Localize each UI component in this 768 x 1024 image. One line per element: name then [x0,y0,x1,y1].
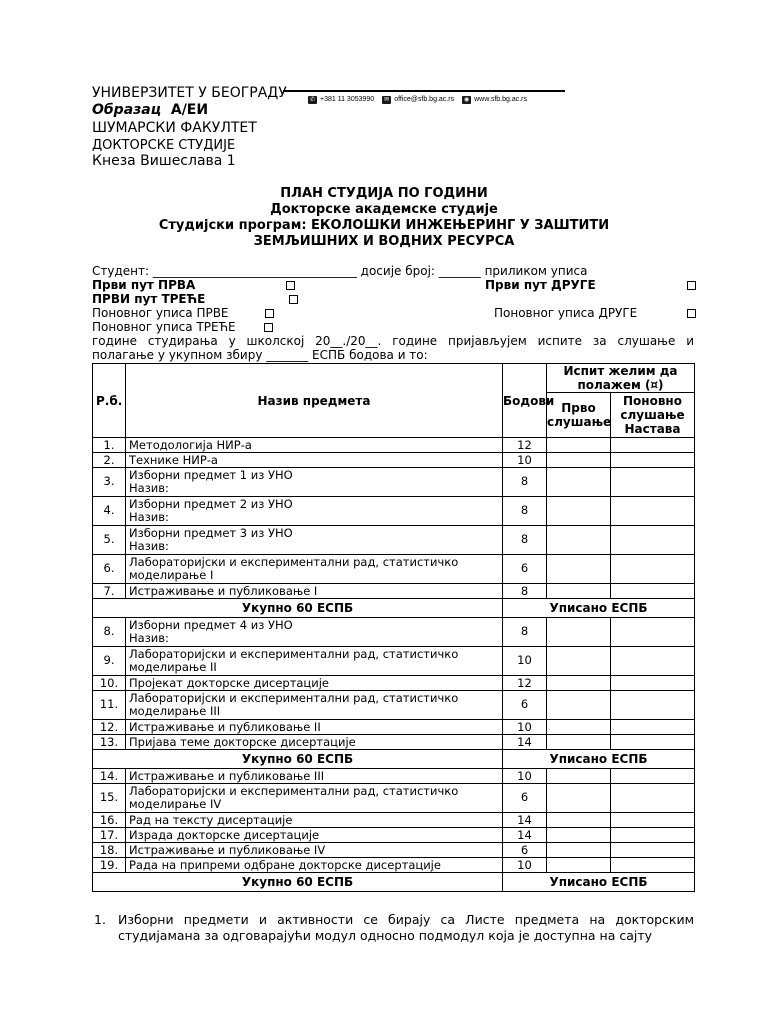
repeat-listen-cell[interactable] [611,526,695,555]
first-listen-cell[interactable] [547,438,611,453]
row-number: 12. [93,720,126,735]
re-first-checkbox[interactable] [265,309,274,318]
subject-name [126,526,503,555]
subject-title: Израда докторске дисертације [129,828,320,842]
first-listen-cell[interactable] [547,647,611,676]
enrolled-label: Уписано ЕСПБ [503,599,695,618]
row-points: 12 [503,438,547,453]
table-row [93,720,695,735]
subject-subtitle: Назив: [129,510,169,524]
student-line: Студент: __________________________________ досије број: _______ приликом уписа [92,264,588,278]
subject-title: Рад на тексту дисертације [129,813,293,827]
subject-name [126,676,503,691]
subject-subtitle: моделирање I [129,568,214,582]
row-number: 16. [93,813,126,828]
table-row [93,453,695,468]
subject-name [126,769,503,784]
col-rb: Р.б. [93,364,126,438]
repeat-listen-cell[interactable] [611,784,695,813]
row-number: 6. [93,555,126,584]
row-number: 18. [93,843,126,858]
row-number: 11. [93,691,126,720]
table-row [93,555,695,584]
table-row [93,584,695,599]
re-first: Поновног уписа ПРВЕ [92,306,229,320]
subject-name [126,453,503,468]
phone-icon: ✆ [309,97,316,103]
row-number: 3. [93,468,126,497]
subject-title: Лабораторијски и експериментални рад, статистичко [129,690,459,705]
program-title: Студијски програм: ЕКОЛОШКИ ИНЖЕЊЕРИНГ У ЗАШТИТИ [158,218,610,233]
row-points: 14 [503,813,547,828]
first-listen-cell[interactable] [547,813,611,828]
row-number: 4. [93,497,126,526]
section-total-row [93,873,695,892]
row-number: 13. [93,735,126,750]
row-points: 14 [503,828,547,843]
subject-subtitle: Назив: [129,539,169,553]
col-repeat: Поновно слушање Настава [611,393,695,438]
row-number: 19. [93,858,126,873]
subject-subtitle: Назив: [129,481,169,495]
subject-title: Лабораторијски и експериментални рад, статистичко [129,783,459,798]
row-points: 10 [503,647,547,676]
repeat-listen-cell[interactable] [611,813,695,828]
row-points: 14 [503,735,547,750]
repeat-listen-cell[interactable] [611,453,695,468]
plan-subtitle: Докторске академске студије [270,202,498,217]
subjects-table [92,363,695,892]
phone-contact: ✆ +381 11 3053990 [309,96,375,103]
subject-name [126,555,503,584]
row-number: 9. [93,647,126,676]
contact-bar [308,96,527,104]
row-number: 10. [93,676,126,691]
subject-name [126,497,503,526]
total-line: полагање у укупном збиру _______ ЕСПБ бодова и то: [92,348,428,362]
subject-title: Лабораторијски и експериментални рад, статистичко [129,554,459,569]
row-points: 8 [503,497,547,526]
subject-name [126,735,503,750]
first-first: Први пут ПРВА [92,278,196,292]
studies-label: ДОКТОРСКЕ СТУДИЈЕ [92,138,236,153]
subject-name [126,438,503,453]
row-points: 8 [503,526,547,555]
repeat-listen-cell[interactable] [611,735,695,750]
repeat-listen-cell[interactable] [611,584,695,599]
table-row [93,691,695,720]
row-points: 10 [503,858,547,873]
subject-name [126,584,503,599]
subject-name [126,691,503,720]
subject-name [126,858,503,873]
table-row [93,676,695,691]
table-row [93,735,695,750]
table-row [93,526,695,555]
first-third-checkbox[interactable] [289,295,298,304]
repeat-listen-cell[interactable] [611,647,695,676]
year-line: године студирања у школској 20__./20__. године пријављујем испите за слушање и [92,334,694,348]
subject-name [126,618,503,647]
table-row [93,618,695,647]
subject-title: Изборни предмет 3 из УНО [129,525,293,540]
total-label: Укупно 60 ЕСПБ [93,873,503,892]
form-code: Образац А/ЕИ [92,102,209,118]
subject-title: Истраживање и публиковање II [129,720,321,734]
subject-title: Лабораторијски и експериментални рад, статистичко [129,646,459,661]
repeat-listen-cell[interactable] [611,676,695,691]
subject-subtitle: Назив: [129,631,169,645]
first-listen-cell[interactable] [547,843,611,858]
repeat-listen-cell[interactable] [611,497,695,526]
first-listen-cell[interactable] [547,468,611,497]
address: Кнеза Вишеслава 1 [92,153,236,169]
re-second: Поновног уписа ДРУГЕ [494,306,638,320]
subject-title: Истраживање и публиковање I [129,584,318,598]
row-number: 1. [93,438,126,453]
subject-name [126,784,503,813]
subject-subtitle: моделирање III [129,704,221,718]
enrolled-label: Уписано ЕСПБ [503,873,695,892]
plan-title: ПЛАН СТУДИЈА ПО ГОДИНИ [280,186,488,201]
first-listen-cell[interactable] [547,526,611,555]
table-row [93,858,695,873]
section-total-row [93,599,695,618]
row-number: 14. [93,769,126,784]
first-third: ПРВИ пут ТРЕЋЕ [92,292,206,306]
subject-title: Изборни предмет 4 из УНО [129,617,293,632]
footnote: 1. Изборни предмети и активности се бирају са Листе предмета на докторским студијамана за одговарајући модул односно подмодул која је доступна на сајту [94,912,694,943]
first-listen-cell[interactable] [547,784,611,813]
first-listen-cell[interactable] [547,555,611,584]
repeat-listen-cell[interactable] [611,769,695,784]
email-contact: ✉ office@sfb.bg.ac.rs [384,96,455,103]
table-row [93,843,695,858]
table-row [93,647,695,676]
web-contact: ◉ www.sfb.bg.ac.rs [463,96,528,103]
subject-title: Пријава теме докторске дисертације [129,735,356,749]
first-listen-cell[interactable] [547,453,611,468]
table-row [93,468,695,497]
subject-name [126,720,503,735]
repeat-listen-cell[interactable] [611,858,695,873]
university-name: УНИВЕРЗИТЕТ У БЕОГРАДУ [92,85,287,101]
row-points: 6 [503,843,547,858]
repeat-listen-cell[interactable] [611,618,695,647]
row-number: 8. [93,618,126,647]
first-second: Први пут ДРУГЕ [485,278,596,292]
subject-title: Методологија НИР-а [129,438,252,452]
table-row [93,828,695,843]
row-number: 7. [93,584,126,599]
row-number: 5. [93,526,126,555]
subject-name [126,468,503,497]
repeat-listen-cell[interactable] [611,828,695,843]
repeat-listen-cell[interactable] [611,468,695,497]
row-number: 15. [93,784,126,813]
first-listen-cell[interactable] [547,858,611,873]
re-third-checkbox[interactable] [264,323,273,332]
first-first-checkbox[interactable] [286,281,295,290]
row-number: 17. [93,828,126,843]
first-listen-cell[interactable] [547,584,611,599]
row-points: 8 [503,468,547,497]
first-listen-cell[interactable] [547,828,611,843]
program-title-cont: ЗЕМЉИШНИХ И ВОДНИХ РЕСУРСА [253,234,515,249]
first-listen-cell[interactable] [547,676,611,691]
row-points: 8 [503,618,547,647]
col-exam: Испит желим да полажем (¤) [547,364,695,393]
re-third: Поновног уписа ТРЕЋЕ [92,320,236,334]
table-row [93,769,695,784]
row-points: 10 [503,453,547,468]
subject-subtitle: моделирање IV [129,797,222,811]
repeat-listen-cell[interactable] [611,438,695,453]
first-second-checkbox[interactable] [687,281,696,290]
section-total-row [93,750,695,769]
first-listen-cell[interactable] [547,769,611,784]
first-listen-cell[interactable] [547,691,611,720]
mail-icon: ✉ [384,97,390,103]
subject-title: Истраживање и публиковање IV [129,843,326,857]
subject-title: Технике НИР-а [129,453,218,467]
total-label: Укупно 60 ЕСПБ [93,599,503,618]
subject-name [126,647,503,676]
col-name: Назив предмета [126,364,503,438]
first-listen-cell[interactable] [547,618,611,647]
row-number: 2. [93,453,126,468]
row-points: 10 [503,769,547,784]
subject-title: Изборни предмет 1 из УНО [129,467,293,482]
repeat-listen-cell[interactable] [611,555,695,584]
repeat-listen-cell[interactable] [611,843,695,858]
enrolled-label: Уписано ЕСПБ [503,750,695,769]
row-points: 6 [503,784,547,813]
subject-title: Истраживање и публиковање III [129,769,325,783]
row-points: 6 [503,691,547,720]
table-row [93,813,695,828]
repeat-listen-cell[interactable] [611,691,695,720]
row-points: 12 [503,676,547,691]
table-row [93,497,695,526]
subject-name [126,813,503,828]
first-listen-cell[interactable] [547,720,611,735]
row-points: 6 [503,555,547,584]
subject-name [126,828,503,843]
repeat-listen-cell[interactable] [611,720,695,735]
total-label: Укупно 60 ЕСПБ [93,750,503,769]
subject-title: Изборни предмет 2 из УНО [129,496,293,511]
subject-subtitle: моделирање II [129,660,217,674]
subject-name [126,843,503,858]
row-points: 10 [503,720,547,735]
faculty-name: ШУМАРСКИ ФАКУЛТЕТ [92,120,257,136]
subject-title: Пројекат докторске дисертације [129,676,330,690]
col-points: Бодови [503,364,547,438]
col-first: Прво слушање [547,393,611,438]
table-row [93,438,695,453]
table-row [93,784,695,813]
first-listen-cell[interactable] [547,735,611,750]
re-second-checkbox[interactable] [687,309,696,318]
row-points: 8 [503,584,547,599]
subject-title: Рада на припреми одбране докторске дисертације [129,858,441,872]
first-listen-cell[interactable] [547,497,611,526]
header-rule [283,90,565,92]
globe-icon: ◉ [463,97,470,103]
